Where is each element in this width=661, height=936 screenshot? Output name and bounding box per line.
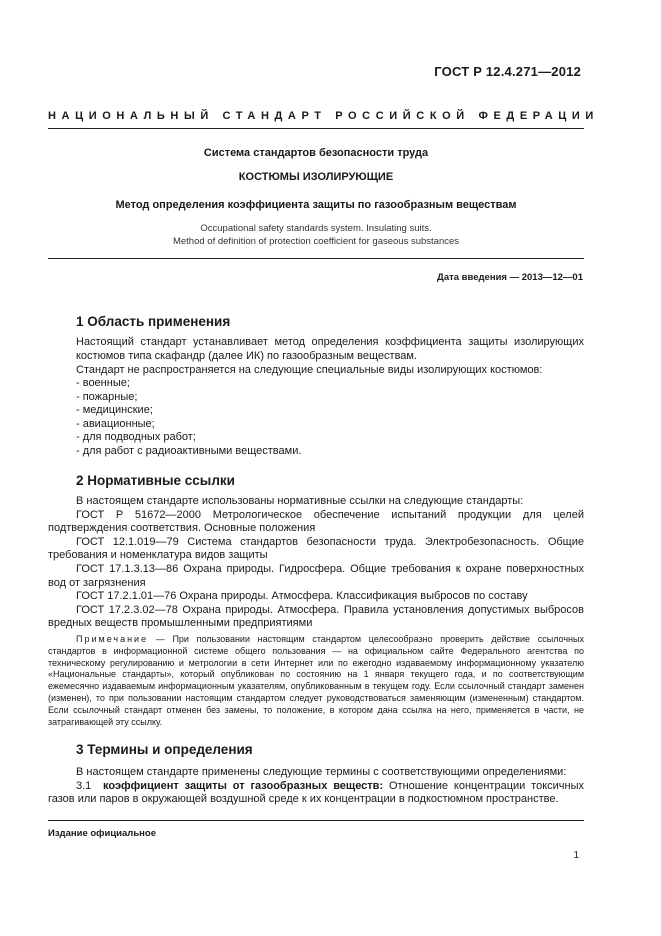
document-subtitle: Метод определения коэффициента защиты по газообразным веществам [115,199,517,211]
normative-reference: ГОСТ 17.2.3.02—78 Охрана природы. Атмосфера. Правила установления допустимых выбросов вредных веществ промышленными предприятиями [48,603,584,630]
national-standard-banner: НАЦИОНАЛЬНЫЙ СТАНДАРТ РОССИЙСКОЙ ФЕДЕРАЦИИ [48,110,599,122]
note-label: Примечание [76,634,149,644]
term-definition-text: Отношение концентрации токсичных газов или паров в окружающей воздушной среде к их концентрации в подкостюмном пространстве. [48,779,584,806]
page-number: 1 [573,850,579,861]
normative-note [48,634,584,728]
document-code: ГОСТ Р 12.4.271—2012 [434,64,581,79]
list-item: - для работ с радиоактивными веществами. [76,445,302,457]
list-item: - пожарные; [76,390,138,403]
english-title-line-2: Method of definition of protection coefficient for gaseous substances [172,236,460,247]
official-edition-label: Издание официальное [48,828,156,839]
section-2-intro: В настоящем стандарте использованы нормативные ссылки на следующие стандарты: [76,495,524,507]
title-rule [48,258,584,259]
normative-reference: ГОСТ 17.2.1.01—76 Охрана природы. Атмосфера. Классификация выбросов по составу [76,590,528,603]
normative-reference: ГОСТ 12.1.019—79 Система стандартов безопасности труда. Электробезопасность. Общие требования и номенклатура видов защиты [48,535,584,562]
english-title [48,222,584,248]
header-rule [48,128,584,129]
section-1-paragraph-1 [76,336,584,363]
term-name: коэффициент защиты от газообразных веществ: [103,779,384,792]
section-3-heading: 3 Термины и определения [76,742,253,757]
term-definition [48,780,584,807]
list-item: - авиационные; [76,417,155,430]
section-1-paragraph-1-text: Настоящий стандарт устанавливает метод определения коэффициента защиты изолирующих костюмов типа скафандр (далее ИК) по газообразным веществам. [76,336,584,362]
section-1-paragraph-2: Стандарт не распространяется на следующие специальные виды изолирующих костюмов: [76,364,543,376]
english-title-line-1: Occupational safety standards system. Insulating suits. [200,223,432,234]
document-main-title: КОСТЮМЫ ИЗОЛИРУЮЩИЕ [238,171,394,183]
footer-rule [48,820,584,821]
section-1-heading: 1 Область применения [76,314,231,329]
list-item: - военные; [76,377,130,389]
normative-reference: ГОСТ 17.1.3.13—86 Охрана природы. Гидросфера. Общие требования к охране поверхностных вод от загрязнения [48,563,584,589]
list-item: - для подводных работ; [76,431,196,444]
normative-reference: ГОСТ Р 51672—2000 Метрологическое обеспечение испытаний продукции для целей подтверждения соответствия. Основные положения [48,508,584,535]
standards-system-title: Система стандартов безопасности труда [203,147,429,159]
introduction-date: Дата введения — 2013—12—01 [437,272,583,283]
list-item: - медицинские; [76,404,153,417]
term-number: 3.1 [76,779,92,792]
section-2-heading: 2 Нормативные ссылки [76,473,235,488]
note-text: — При пользовании настоящим стандартом целесообразно проверить действие ссылочных стандартов в информационной системе общего пользования — на официальном сайте Федерального агентства по техническому регулированию и метрологии в сети Интернет или по ежегодно издаваемому информационному указателю «Национальные стандарты», который опубликован по состоянию на 1 января текущего года, и по соответствующим ежемесячно издаваемым информационным указателям, опубликованным в текущем году. Если ссылочный стандарт заменен (изменен), то при пользовании настоящим стандартом следует руководствоваться заменяющим (измененным) стандартом. Если ссылочный стандарт отменен без замены, то положение, в котором дана ссылка на него, применяется в части, не затрагивающей эту ссылку. [48,634,584,727]
section-3-intro: В настоящем стандарте применены следующие термины с соответствующими определениями: [76,766,567,778]
